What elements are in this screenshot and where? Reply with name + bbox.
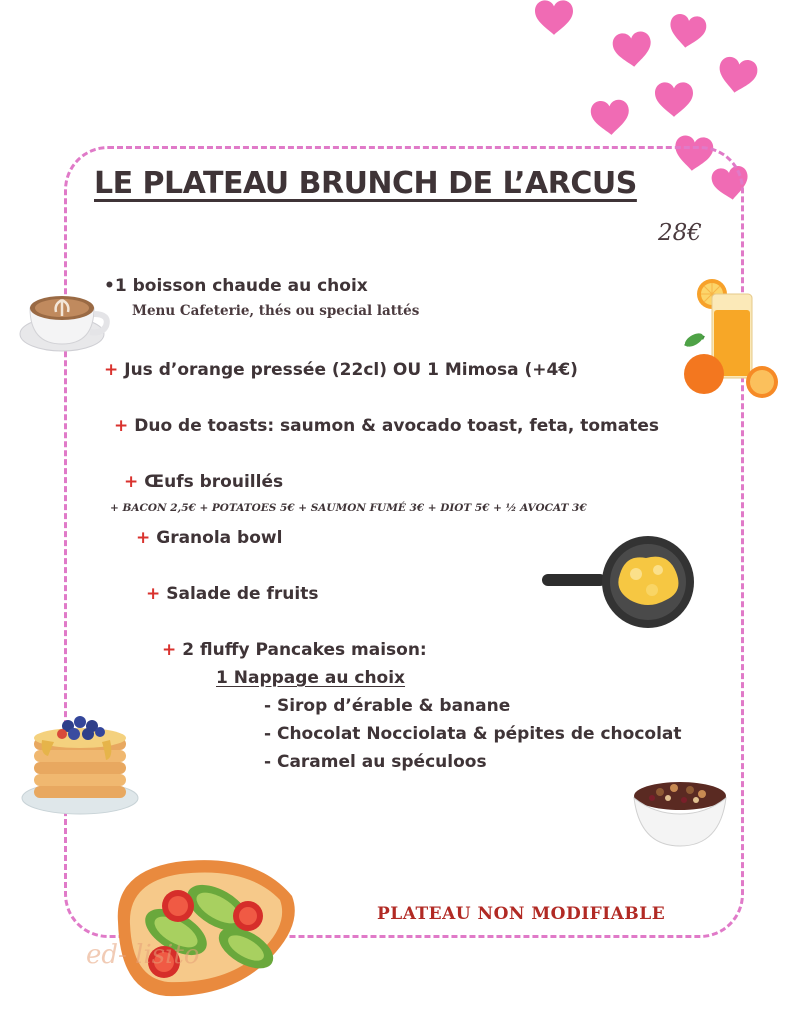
frying-pan-eggs-icon	[540, 534, 700, 630]
menu-item-eggs: + Œufs brouillés	[124, 472, 284, 492]
menu-item-fruit-salad: + Salade de fruits	[146, 584, 319, 604]
topping-heading: 1 Nappage au choix	[216, 668, 406, 688]
menu-item-toasts: + Duo de toasts: saumon & avocado toast, feta, tomates	[114, 416, 660, 436]
watermark: ed- lisito	[86, 940, 200, 970]
orange-juice-icon	[680, 276, 780, 402]
topping-option: - Caramel au spéculoos	[264, 752, 487, 772]
extras-list: + BACON 2,5€ + POTATOES 5€ + SAUMON FUMÉ 3€ + DIOT 5€ + ½ AVOCAT 3€	[110, 502, 587, 514]
menu-price: 28€	[658, 220, 702, 246]
heart-icon	[590, 99, 630, 136]
heart-icon	[655, 82, 693, 117]
notice-no-modification: PLATEAU NON MODIFIABLE	[377, 904, 666, 924]
avocado-toast-icon	[106, 852, 306, 1002]
menu-item-pancakes: + 2 fluffy Pancakes maison:	[162, 640, 427, 660]
heart-icon	[667, 13, 707, 50]
heart-icon	[716, 55, 759, 96]
menu-item-hot-drink: •1 boisson chaude au choix	[104, 276, 368, 296]
topping-option: - Chocolat Nocciolata & pépites de chocolat	[264, 724, 682, 744]
drink-note: Menu Cafeterie, thés ou special lattés	[132, 303, 420, 319]
heart-icon	[535, 0, 573, 35]
granola-bowl-icon	[630, 770, 730, 850]
topping-option: - Sirop d’érable & banane	[264, 696, 511, 716]
menu-title: LE PLATEAU BRUNCH DE L’ARCUS	[94, 166, 637, 201]
heart-icon	[612, 30, 653, 68]
menu-item-granola: + Granola bowl	[136, 528, 283, 548]
pancake-stack-icon	[18, 710, 142, 820]
menu-item-orange-juice: + Jus d’orange pressée (22cl) OU 1 Mimosa (+4€)	[104, 360, 578, 380]
coffee-cup-icon	[16, 278, 112, 358]
